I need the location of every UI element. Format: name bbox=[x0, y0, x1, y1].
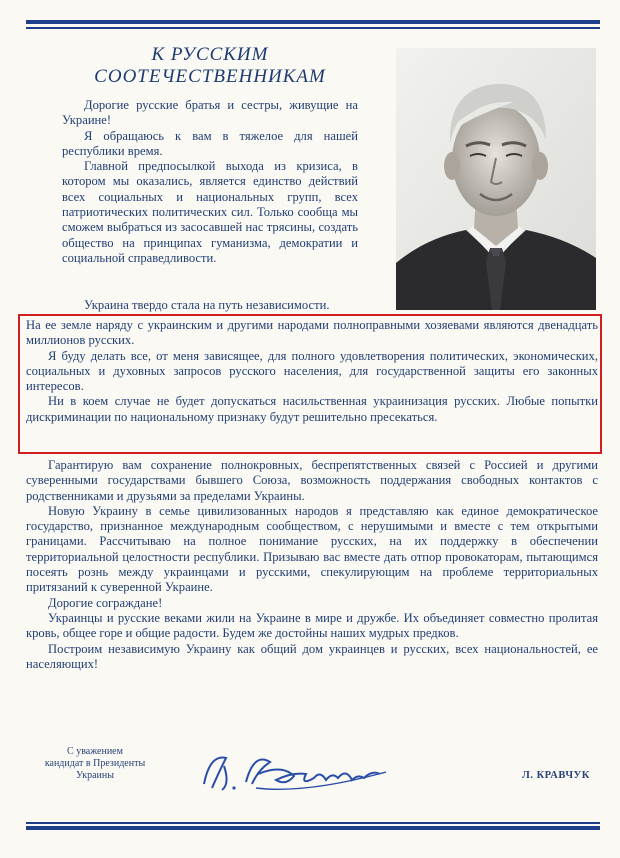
handwritten-signature bbox=[196, 744, 406, 798]
paragraph-address: Дорогие сограждане! bbox=[48, 595, 163, 610]
paragraph-highlight-2: Я буду делать все, от меня зависящее, для полного удовлетворения политических, экономических, социальных и духовных запросов русского населения, для государственной защиты его законных интересов. bbox=[26, 348, 598, 394]
paragraph-closing: Построим независимую Украину как общий дом украинцев и русских, всех национальностей, ее населяющих! bbox=[26, 641, 598, 671]
title-line-1: К РУССКИМ bbox=[151, 44, 269, 65]
independence-line bbox=[62, 298, 358, 313]
printed-signature-name: Л. КРАВЧУК bbox=[522, 770, 590, 781]
portrait-photo bbox=[396, 48, 596, 310]
bottom-rule-thick bbox=[26, 826, 600, 830]
paragraph-guarantee: Гарантирую вам сохранение полнокровных, беспрепятственных связей с Россией и другими суверенными государствами бывшего Союза, возможность поддержания свободных контактов с родственниками и друзьями за пределами Украины. bbox=[26, 458, 598, 503]
paragraph-greeting: Дорогие русские братья и сестры, живущие на Украине! bbox=[62, 98, 358, 128]
paragraph-new-ukraine: Новую Украину в семье цивилизованных народов я представляю как единое демократическое государство, признанное международным сообществом, с нерушимыми и вместе с тем открытыми границами. Рассчитываю на полное понимание русских, на их поддержку в обеспечении территориальной целостности республики. Призываю вас вместе дать отпор провокаторам, пытающимся посеять рознь между украинцами и русскими, спекулирующим на проблеме территориальных притязаний к суверенной Украине. bbox=[26, 503, 598, 595]
paragraph-appeal: Я обращаюсь к вам в тяжелое для нашей республики время. bbox=[62, 128, 358, 158]
paragraph-highlight-1: На ее земле наряду с украинским и другими народами полноправными хозяевами являются двенадцать миллионов русских. bbox=[26, 318, 598, 348]
caption-line-3: Украины bbox=[76, 770, 114, 781]
top-rule-thick bbox=[26, 20, 600, 24]
title-line-2: СООТЕЧЕСТВЕННИКАМ bbox=[94, 66, 326, 87]
caption-line-2: кандидат в Президенты bbox=[44, 758, 146, 769]
highlighted-text bbox=[26, 318, 598, 425]
bottom-rule-thin bbox=[26, 822, 600, 824]
caption-line-1: С уважением bbox=[67, 746, 123, 757]
paragraph-crisis: Главной предпосылкой выхода из кризиса, в котором мы оказались, является единство действий всех социальных и национальных групп, всех патриотических политических сил. Только сообща мы сможем выбраться из засосавшей нас трясины, создать общество на принципах гуманизма, демократии и социальной справедливости. bbox=[62, 159, 358, 265]
portrait-illustration bbox=[396, 48, 596, 310]
paragraph-independence: Украина твердо стала на путь независимости. bbox=[84, 298, 330, 312]
signature-caption bbox=[30, 746, 160, 782]
paragraph-highlight-3: Ни в коем случае не будет допускаться насильственная украинизация русских. Любые попытки дискриминации по национальному признаку будут решительно пресекаться. bbox=[26, 394, 598, 424]
intro-column bbox=[62, 98, 358, 266]
main-column bbox=[26, 458, 598, 672]
paragraph-friendship: Украинцы и русские веками жили на Украине в мире и дружбе. Их объединяет совместно пролитая кровь, общее горе и общие радости. Будем же достойны наших мудрых предков. bbox=[26, 610, 598, 641]
top-rule-thin bbox=[26, 27, 600, 29]
page-title bbox=[70, 44, 350, 88]
